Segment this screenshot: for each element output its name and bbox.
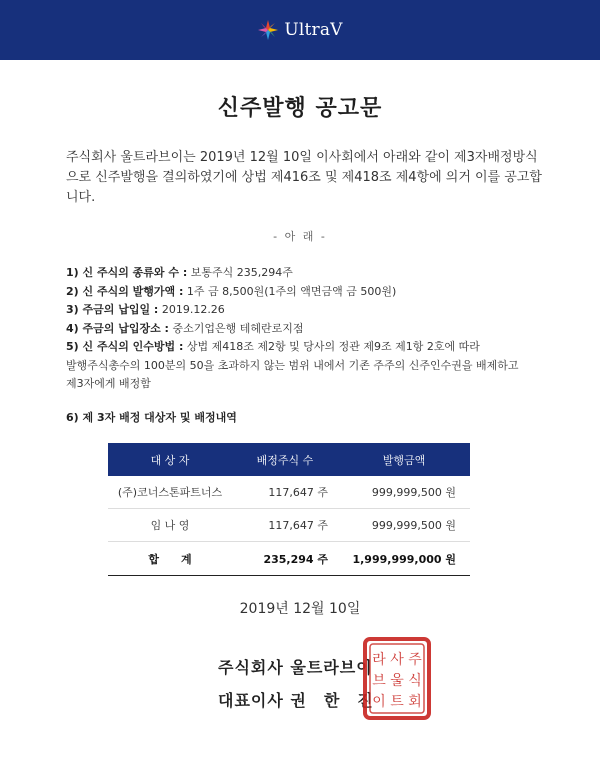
logo-text: UltraV [284, 20, 343, 40]
item-value: 2019.12.26 [158, 303, 225, 316]
item-value: 상법 제418조 제2항 및 당사의 정관 제9조 제1항 2호에 따라 [183, 340, 480, 353]
star-logo-icon [257, 19, 279, 41]
table-cell: 999,999,500 원 [338, 476, 470, 509]
item-list [66, 264, 546, 394]
item-payment-place [66, 320, 546, 339]
seal-glyph: 주 [408, 652, 422, 668]
item-issue-price [66, 283, 546, 302]
page-title: 신주발행 공고문 [217, 96, 383, 121]
seal-glyph: 사 [390, 652, 404, 668]
item-value: 보통주식 235,294주 [187, 266, 293, 279]
table-cell: 합 계 [108, 542, 232, 576]
item-label: 5) 신 주식의 인수방법 : [66, 340, 184, 353]
seal-glyph: 라 [372, 652, 386, 668]
company-seal-stamp [362, 636, 432, 721]
table-cell: 235,294 주 [232, 542, 338, 576]
seal-glyph: 울 [390, 673, 404, 689]
seal-glyph: 브 [372, 673, 386, 689]
seal-glyph: 식 [408, 673, 422, 689]
table-cell: (주)코너스톤파트너스 [108, 476, 232, 509]
company-signature: 주식회사 울트라브이 [218, 658, 373, 677]
seal-glyph: 회 [408, 694, 422, 710]
table-cell: 117,647 주 [232, 476, 338, 509]
arae-heading: - 아 래 - [273, 230, 327, 243]
item-payment-date [66, 301, 546, 320]
section-6-heading: 6) 제 3자 배정 대상자 및 배정내역 [66, 411, 237, 424]
column-header: 배정주식 수 [232, 443, 338, 476]
intro-paragraph: 주식회사 울트라브이는 2019년 12월 10일 이사회에서 아래와 같이 제3자배정방식으로 신주발행을 결의하였기에 상법 제416조 및 제418조 제4항에 의거 이를 공고합니다. [66, 150, 542, 205]
item-subscription-method-cont: 제3자에게 배정함 [66, 377, 151, 390]
table-cell: 117,647 주 [232, 509, 338, 542]
column-header: 대 상 자 [108, 443, 232, 476]
item-label: 4) 주금의 납입장소 : [66, 321, 169, 335]
header-bar [0, 0, 600, 60]
announcement-date: 2019년 12월 10일 [239, 601, 361, 617]
table-row [108, 509, 470, 542]
item-stock-type [66, 264, 546, 283]
item-subscription-method-cont: 발행주식총수의 100분의 50을 초과하지 않는 범위 내에서 기존 주주의 신주인수권을 배제하고 [66, 358, 519, 372]
seal-glyph: 트 [390, 694, 404, 710]
table-total-row [108, 542, 470, 576]
table-cell: 임 나 영 [108, 509, 232, 542]
item-label: 2) 신 주식의 발행가액 : [66, 284, 184, 298]
item-value: 중소기업은행 테헤란로지점 [168, 321, 304, 335]
allocation-table [108, 443, 470, 576]
item-label: 1) 신 주식의 종류와 수 : [66, 266, 188, 279]
table-cell: 1,999,999,000 원 [338, 542, 470, 576]
seal-glyph: 이 [372, 694, 386, 710]
item-label: 3) 주금의 납입일 : [66, 303, 159, 316]
item-value: 1주 금 8,500원(1주의 액면금액 금 500원) [183, 284, 397, 298]
logo [257, 19, 342, 41]
table-cell: 999,999,500 원 [338, 509, 470, 542]
table-row [108, 476, 470, 509]
column-header: 발행금액 [338, 443, 470, 476]
item-subscription-method [66, 338, 546, 357]
ceo-signature: 대표이사 권 한 진 [218, 691, 374, 710]
table-header-row [108, 443, 470, 476]
